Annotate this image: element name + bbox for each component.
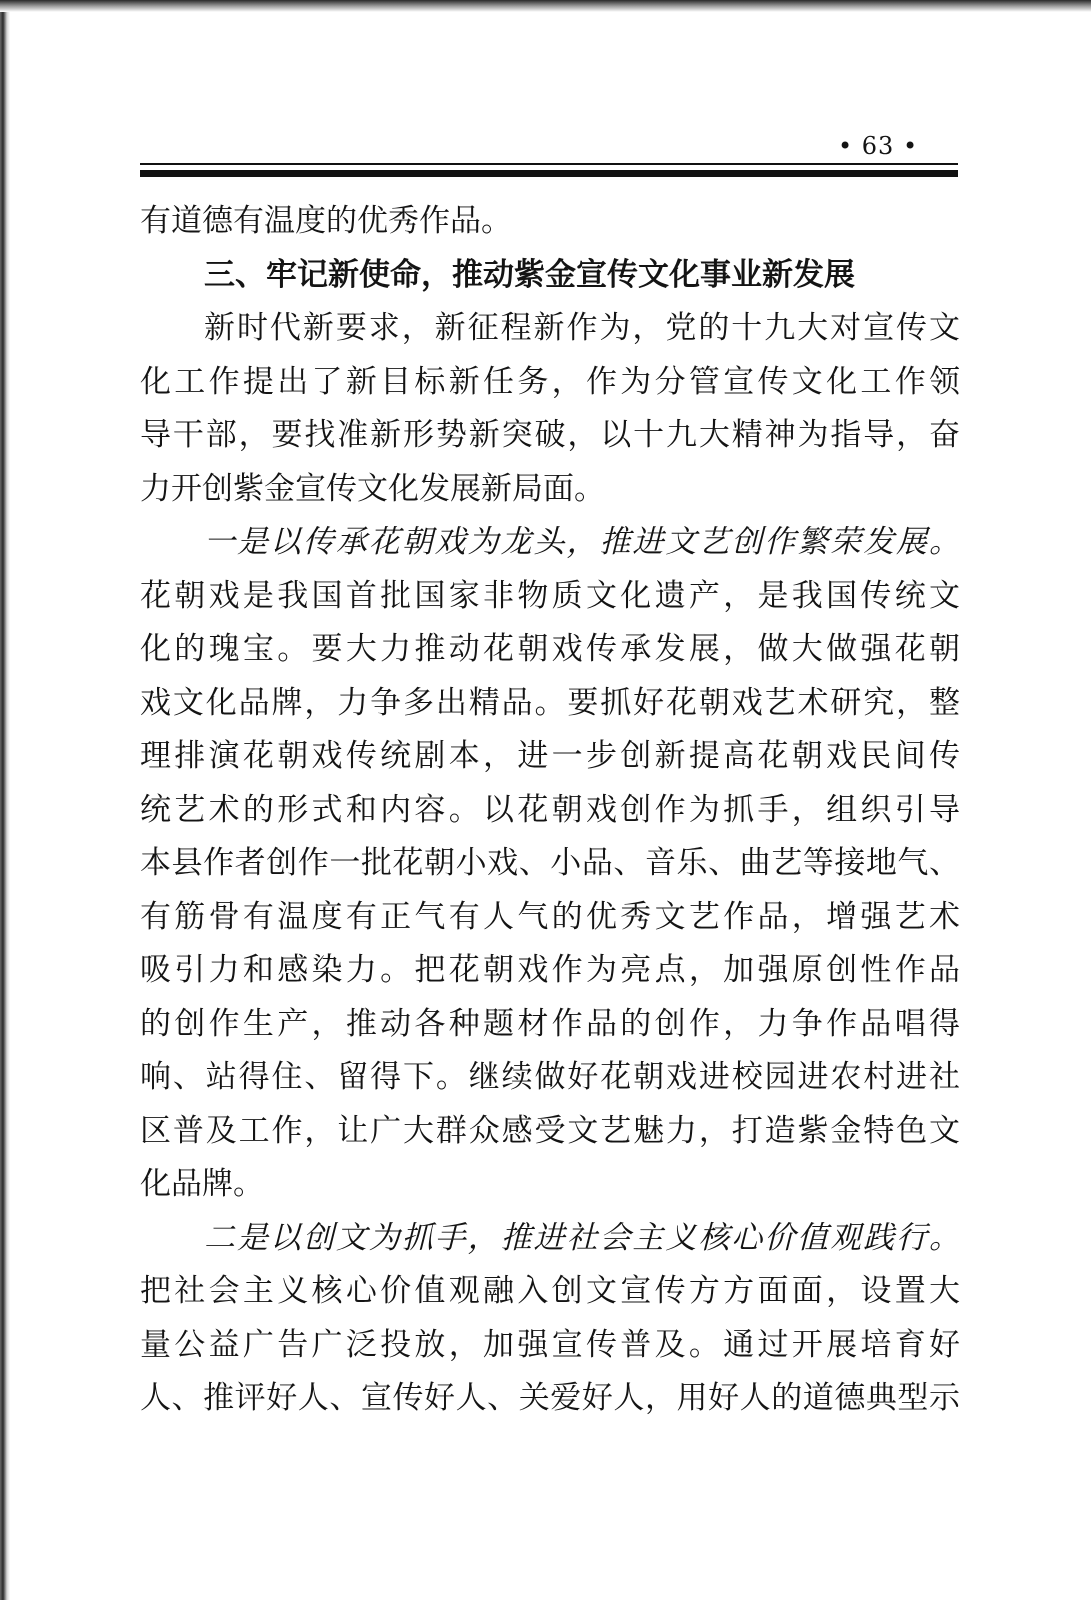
text-line: 花朝戏是我国首批国家非物质文化遗产，是我国传统文 (140, 577, 960, 614)
text-line: 理排演花朝戏传统剧本，进一步创新提高花朝戏民间传 (140, 738, 960, 774)
text-line: 有筋骨有温度有正气有人气的优秀文艺作品，增强艺术 (140, 898, 960, 935)
text-line: 导干部，要找准新形势新突破，以十九大精神为指导，奋 (140, 417, 960, 453)
text-line: 吸引力和感染力。把花朝戏作为亮点，加强原创性作品 (140, 952, 960, 988)
section-heading: 三、牢记新使命，推动紫金宣传文化事业新发展 (204, 256, 855, 293)
text-line: 戏文化品牌，力争多出精品。要抓好花朝戏艺术研究，整 (140, 684, 960, 721)
page-number: • 63 • (838, 132, 919, 160)
text-line: 化的瑰宝。要大力推动花朝戏传承发展，做大做强花朝 (140, 631, 960, 667)
topic-sentence: 一是以传承花朝戏为龙头，推进文艺创作繁荣发展。 (204, 524, 960, 560)
text-line: 化工作提出了新目标新任务，作为分管宣传文化工作领 (140, 363, 960, 400)
topic-sentence: 二是以创文为抓手，推进社会主义核心价值观践行。 (204, 1219, 960, 1256)
text-line: 新时代新要求，新征程新作为，党的十九大对宣传文 (204, 310, 960, 346)
text-line: 有道德有温度的优秀作品。 (140, 203, 512, 239)
text-line: 量公益广告广泛投放，加强宣传普及。通过开展培育好 (140, 1326, 960, 1363)
text-line: 化品牌。 (140, 1166, 264, 1202)
text-line: 响、站得住、留得下。继续做好花朝戏进校园进农村进社 (140, 1059, 960, 1095)
scan-left-edge (0, 0, 10, 1600)
text-line: 人、推评好人、宣传好人、关爱好人，用好人的道德典型示 (140, 1380, 960, 1416)
text-line: 的创作生产，推动各种题材作品的创作，力争作品唱得 (140, 1005, 960, 1042)
text-line: 力开创紫金宣传文化发展新局面。 (140, 470, 605, 507)
header-rule-thin (140, 163, 958, 165)
scan-top-edge (0, 0, 1091, 12)
header-rule-thick (140, 170, 958, 177)
text-line: 统艺术的形式和内容。以花朝戏创作为抓手，组织引导 (140, 791, 960, 828)
text-line: 本县作者创作一批花朝小戏、小品、音乐、曲艺等接地气、 (140, 845, 960, 881)
text-line: 区普及工作，让广大群众感受文艺魅力，打造紫金特色文 (140, 1112, 960, 1149)
text-line: 把社会主义核心价值观融入创文宣传方方面面，设置大 (140, 1273, 960, 1309)
body-text (140, 195, 960, 1426)
